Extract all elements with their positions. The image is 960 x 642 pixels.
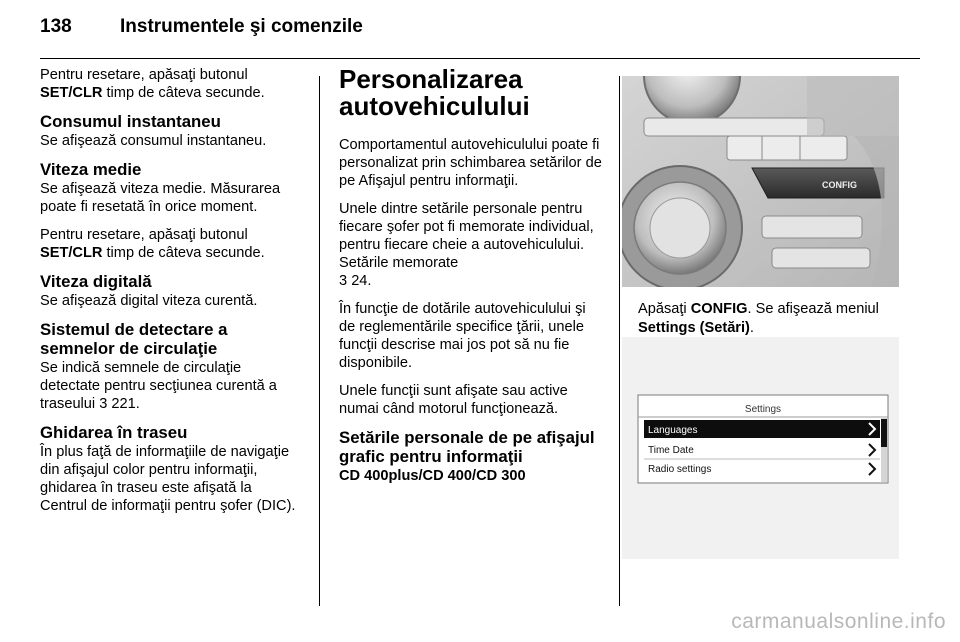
text-viteza-medie: Se afişează viteza medie. Măsurarea poate fi resetată în orice moment.: [40, 181, 281, 215]
heading-ghidare: Ghidarea în traseu: [40, 423, 188, 442]
config-button-label: CONFIG: [822, 180, 857, 190]
svg-text:Radio settings: Radio settings: [648, 464, 712, 475]
watermark: carmanualsonline.info: [731, 610, 946, 633]
text-personalizare-4: Unele funcţii sunt afişate sau active numai când motorul funcţionează.: [339, 383, 568, 417]
svg-text:Time Date: Time Date: [648, 445, 694, 456]
text-personalizare-3: În funcţie de dotările autovehiculului şi de reglementările specifice ţării, unele funcţii descrise mai jos pot să nu fie disponibile.: [339, 301, 586, 371]
page-ref-icon: 3: [339, 273, 348, 289]
page-ref[interactable]: 24: [351, 273, 368, 289]
svg-text:Languages: Languages: [648, 425, 698, 436]
section-heading: Personalizarea autovehiculului: [339, 64, 530, 121]
text-personalizare-1: Comportamentul autovehiculului poate fi personalizat prin schimbarea setărilor de pe Afişajul pentru informaţii.: [339, 137, 602, 189]
settings-item-languages[interactable]: [644, 420, 880, 438]
reset-paragraph-1: Pentru resetare, apăsaţi butonul SET/CLR timp de câteva secunde.: [40, 67, 265, 101]
config-caption: Apăsaţi CONFIG. Se afişează meniul Settings (Setări).: [638, 301, 879, 336]
header-rule: [40, 58, 920, 59]
heading-consum: Consumul instantaneu: [40, 112, 221, 131]
page-title: Instrumentele şi comenzile: [120, 16, 363, 37]
page-header: [40, 0, 920, 56]
text-consum: Se afişează consumul instantaneu.: [40, 133, 267, 149]
heading-viteza-digitala: Viteza digitală: [40, 272, 152, 291]
reset-paragraph-2: Pentru resetare, apăsaţi butonul SET/CLR timp de câteva secunde.: [40, 227, 265, 261]
model-list: CD 400plus/CD 400/CD 300: [339, 468, 526, 484]
column-divider-2: [619, 76, 620, 606]
column-left: [40, 66, 302, 525]
page-number: 138: [40, 16, 72, 37]
control-panel-photo: [622, 76, 899, 287]
page-ref[interactable]: 221: [111, 396, 136, 412]
settings-screen-illustration: [622, 337, 899, 559]
column-middle: [339, 66, 605, 485]
heading-viteza-medie: Viteza medie: [40, 160, 142, 179]
column-divider-1: [319, 76, 320, 606]
heading-semne: Sistemul de detectare a semnelor de circulaţie: [40, 320, 228, 358]
settings-screen: [622, 337, 899, 559]
page-ref-icon: 3: [99, 396, 108, 412]
text-viteza-digitala: Se afişează digital viteza curentă.: [40, 293, 258, 309]
subsection-heading: Setările personale de pe afişajul grafic pentru informaţii: [339, 428, 595, 466]
text-personalizare-2: Unele dintre setările personale pentru fiecare şofer pot fi memorate individual, pentru fiecare cheie a autovehiculului. Setările memorate 3 24.: [339, 201, 594, 289]
settings-title: Settings: [744, 404, 782, 415]
text-semne: Se indică semnele de circulaţie detectate pentru secţiunea curentă a traseului 3 221.: [40, 360, 277, 412]
text-ghidare: În plus faţă de informaţiile de navigaţie din afişajul color pentru informaţii, ghidarea în traseu este afişată la Centrul de informaţii pentru şofer (DIC).: [40, 444, 296, 514]
